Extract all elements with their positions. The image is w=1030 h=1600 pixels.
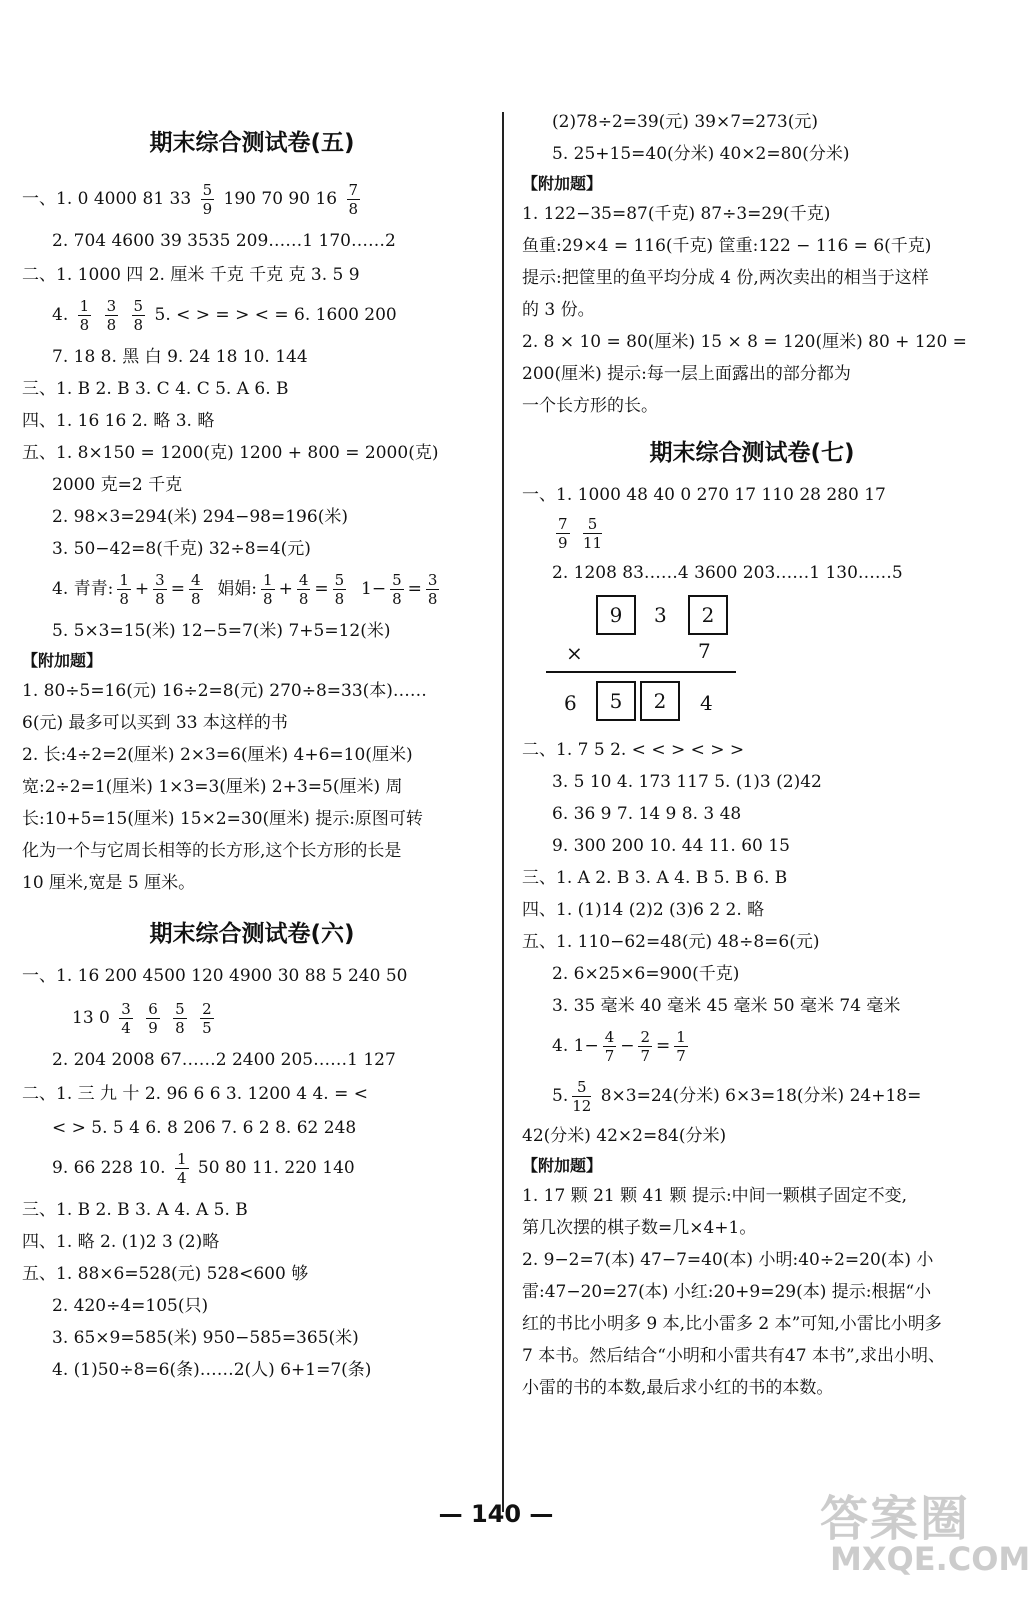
t7-sec5-line5b: 42(分米) 42×2=84(分米) [522, 1126, 727, 1146]
t5-sec2-line2: 4. $\frac{1}{8}$ $\frac{3}{8}$ $\frac{5}{8}$ 5. < > = > < = 6. 1600 200 [52, 297, 397, 334]
t5-sec5-line5: 5. 5×3=15(米) 12−5=7(米) 7+5=12(米) [52, 621, 391, 641]
t6-sec2-line2: < > 5. 5 4 6. 8 206 7. 6 2 8. 62 248 [52, 1118, 357, 1138]
t7-sec5-line2: 2. 6×25×6=900(千克) [552, 964, 740, 984]
title-test-6: 期末综合测试卷(六) [149, 921, 355, 947]
t5-sec1-line2: 2. 704 4600 39 3535 209……1 170……2 [52, 231, 396, 251]
t6-sec5-line3: 3. 65×9=585(米) 950−585=365(米) [52, 1328, 359, 1348]
t6-sec4: 四、1. 略 2. (1)2 3 (2)略 [22, 1232, 220, 1252]
watermark-url: MXQE.COM [830, 1540, 1030, 1578]
t6-sec1-line1: 一、1. 16 200 4500 120 4900 30 88 5 240 50 [22, 966, 408, 986]
t7-bonus2e: 小雷的书的本数,最后求小红的书的本数。 [522, 1378, 834, 1398]
t7-sec1-line2: 2. 1208 83……4 3600 203……1 130……5 [552, 563, 903, 583]
t5-sec5-line3: 3. 50−42=8(千克) 32÷8=4(元) [52, 539, 311, 559]
t6-bonus2b: 200(厘米) 提示:每一层上面露出的部分都为 [522, 364, 851, 384]
t6-sec2-line3: 9. 66 228 10. $\frac{1}{4}$ 50 80 11. 220 140 [52, 1150, 355, 1187]
t6-bonus2c: 一个长方形的长。 [522, 396, 658, 416]
t5-sec5-line4: 4. 青青: $\frac{1}{8}$ + $\frac{3}{8}$ = $\frac{4}{8}$ 娟娟: $\frac{1}{8}$ + $\frac{4}{8}$ = $\frac{5}{8}$ 1− $\frac{5}{8}$ = $\frac{3}{8}$ [52, 571, 438, 608]
t5-sec1-line1: 一、1. 0 4000 81 33 $\frac{5}{9}$ 190 70 90 16 $\frac{7}{8}$ [22, 181, 359, 218]
t7-sec5-line3: 3. 35 毫米 40 毫米 45 毫米 50 毫米 74 毫米 [552, 996, 901, 1016]
t7-bonus2d: 7 本书。然后结合“小明和小雷共有47 本书”,求出小明、 [522, 1346, 946, 1366]
digit-box: 5 [596, 681, 636, 721]
title-test-7: 期末综合测试卷(七) [649, 440, 855, 466]
t5-sec5-line2: 2. 98×3=294(米) 294−98=196(米) [52, 507, 348, 527]
t6-bonus1b: 鱼重:29×4 = 116(千克) 筐重:122 − 116 = 6(千克) [522, 236, 932, 256]
t5-sec5-line1: 五、1. 8×150 = 1200(克) 1200 + 800 = 2000(克) [22, 443, 439, 463]
page-number: — 140 — [438, 1500, 554, 1528]
t7-sec1-line1: 一、1. 1000 48 40 0 270 17 110 28 280 17 [522, 485, 886, 505]
fraction: $\frac{5}{9}$ [202, 181, 213, 218]
t5-sec2-line3: 7. 18 8. 黑 白 9. 24 18 10. 144 [52, 347, 308, 367]
t6-sec5-line2: 2. 420÷4=105(只) [52, 1296, 209, 1316]
t6-sec1-line3: 2. 204 2008 67……2 2400 205……1 127 [52, 1050, 396, 1070]
t7-sec3: 三、1. A 2. B 3. A 4. B 5. B 6. B [522, 868, 788, 888]
t6-sec5-line5: 5. 25+15=40(分米) 40×2=80(分米) [552, 144, 850, 164]
multiplication-line [546, 671, 736, 673]
digit: 6 [564, 691, 577, 715]
multiplication-puzzle [522, 593, 982, 728]
t7-bonus2c: 红的书比小明多 9 本,比小雷多 2 本”可知,小雷比小明多 [522, 1314, 942, 1334]
t7-sec1-fractions: $\frac{7}{9}$ $\frac{5}{11}$ [558, 515, 603, 552]
digit: 4 [700, 691, 713, 715]
t5-sec5-line1b: 2000 克=2 千克 [52, 475, 183, 495]
t7-bonus2b: 雷:47−20=27(本) 小红:20+9=29(本) 提示:根据“小 [522, 1282, 932, 1302]
t5-bonus2d: 化为一个与它周长相等的长方形,这个长方形的长是 [22, 841, 402, 861]
right-column [522, 108, 982, 1402]
bonus-heading-7: 【附加题】 [522, 1156, 603, 1175]
t5-bonus1b: 6(元) 最多可以买到 33 本这样的书 [22, 713, 288, 733]
t6-sec1-line2: 13 0 $\frac{3}{4}$ $\frac{6}{9}$ $\frac{5}{8}$ $\frac{2}{5}$ [72, 1000, 212, 1037]
digit: 7 [698, 639, 711, 663]
t6-bonus1: 1. 122−35=87(千克) 87÷3=29(千克) [522, 204, 831, 224]
title-test-5: 期末综合测试卷(五) [149, 130, 355, 156]
t7-sec4: 四、1. (1)14 (2)2 (3)6 2 2. 略 [522, 900, 765, 920]
t6-sec5-line1: 五、1. 88×6=528(元) 528<600 够 [22, 1264, 309, 1284]
t6-bonus2: 2. 8 × 10 = 80(厘米) 15 × 8 = 120(厘米) 80 + 120 = [522, 332, 967, 352]
t7-sec2-line3: 6. 36 9 7. 14 9 8. 3 48 [552, 804, 742, 824]
t5-bonus2b: 宽:2÷2=1(厘米) 1×3=3(厘米) 2+3=5(厘米) 周 [22, 777, 403, 797]
t5-sec2-line1: 二、1. 1000 四 2. 厘米 千克 千克 克 3. 5 9 [22, 265, 360, 285]
left-column [22, 100, 482, 1384]
fraction: $\frac{7}{8}$ [348, 181, 359, 218]
digit-box: 9 [596, 595, 636, 635]
bonus-heading-6: 【附加题】 [522, 174, 603, 193]
digit-box: 2 [640, 681, 680, 721]
t5-bonus2: 2. 长:4÷2=2(厘米) 2×3=6(厘米) 4+6=10(厘米) [22, 745, 413, 765]
t5-bonus2c: 长:10+5=15(厘米) 15×2=30(厘米) 提示:原图可转 [22, 809, 423, 829]
t7-sec2-line1: 二、1. 7 5 2. < < > < > > [522, 740, 745, 760]
column-divider [502, 112, 504, 1512]
bonus-heading: 【附加题】 [22, 651, 103, 670]
t7-sec5-line1: 五、1. 110−62=48(元) 48÷8=6(元) [522, 932, 820, 952]
t5-bonus2e: 10 厘米,宽是 5 厘米。 [22, 873, 196, 893]
t7-sec2-line2: 3. 5 10 4. 173 117 5. (1)3 (2)42 [552, 772, 822, 792]
t6-sec5-line4b: (2)78÷2=39(元) 39×7=273(元) [552, 112, 818, 132]
t6-bonus1d: 的 3 份。 [522, 300, 595, 320]
digit: 3 [654, 603, 667, 627]
t7-sec5-line5: 5. $\frac{5}{12}$ 8×3=24(分米) 6×3=18(分米) 24+18= [552, 1078, 922, 1115]
t7-bonus1: 1. 17 颗 21 颗 41 颗 提示:中间一颗棋子固定不变, [522, 1186, 908, 1206]
t6-bonus1c: 提示:把筐里的鱼平均分成 4 份,两次卖出的相当于这样 [522, 268, 929, 288]
t5-sec4: 四、1. 16 16 2. 略 3. 略 [22, 411, 215, 431]
t5-sec3: 三、1. B 2. B 3. C 4. C 5. A 6. B [22, 379, 289, 399]
t7-sec5-line4: 4. 1− $\frac{4}{7}$ − $\frac{2}{7}$ = $\frac{1}{7}$ [552, 1028, 686, 1065]
t6-sec5-line4: 4. (1)50÷8=6(条)……2(人) 6+1=7(条) [52, 1360, 372, 1380]
t7-bonus2: 2. 9−2=7(本) 47−7=40(本) 小明:40÷2=20(本) 小 [522, 1250, 934, 1270]
t6-sec2-line1: 二、1. 三 九 十 2. 96 6 6 3. 1200 4 4. = < [22, 1084, 368, 1104]
times-sign: × [566, 641, 583, 665]
t6-sec3: 三、1. B 2. B 3. A 4. A 5. B [22, 1200, 248, 1220]
digit-box: 2 [688, 595, 728, 635]
t5-bonus1: 1. 80÷5=16(元) 16÷2=8(元) 270÷8=33(本)…… [22, 681, 427, 701]
watermark-logo: 答案圈 [820, 1491, 971, 1547]
t7-bonus1b: 第几次摆的棋子数=几×4+1。 [522, 1218, 757, 1238]
t7-sec2-line4: 9. 300 200 10. 44 11. 60 15 [552, 836, 790, 856]
